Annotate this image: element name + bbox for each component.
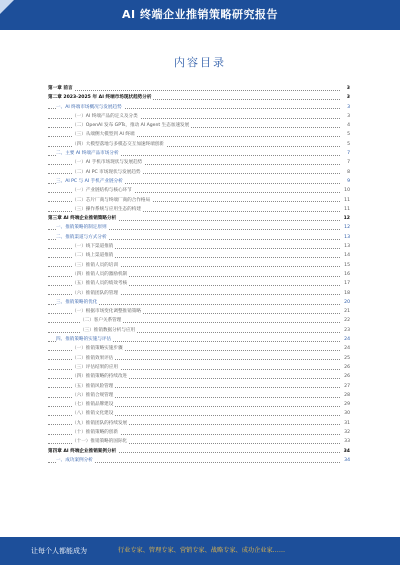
toc-entry[interactable] xyxy=(48,437,350,446)
toc-entry-page: 24 xyxy=(342,344,350,353)
toc-entry-page: 25 xyxy=(342,354,350,363)
toc-entry-title: （十）推销策略的创新 xyxy=(72,429,118,435)
toc-entry-title: 二、主要 AI 终端产品市场分析 xyxy=(56,151,119,157)
footer-slogan: 让每个人都能成为 xyxy=(31,547,87,555)
toc-entry-title: 一、AI 终端市场概况与发展趋势 xyxy=(56,104,122,110)
toc-entry-page: 29 xyxy=(342,400,350,409)
toc-entry-title: （五）推销人员的绩效考核 xyxy=(72,281,128,287)
toc-entry-page: 9 xyxy=(345,177,350,186)
toc-entry-page: 12 xyxy=(342,223,350,232)
toc-entry[interactable] xyxy=(48,242,350,251)
toc-entry-title: 三、推销策略的优化 xyxy=(56,299,98,305)
toc-entry-title: （四）推销人员的激励机制 xyxy=(72,271,128,277)
toc-entry-title: （二）OpenAI 发布 GPTs，推动 AI Agent 生态加速发展 xyxy=(72,123,190,129)
toc-entry-page: 7 xyxy=(345,149,350,158)
toc-entry[interactable] xyxy=(48,298,350,307)
toc-entry-title: （三）推销数据分析与应用 xyxy=(80,327,136,333)
toc-entry[interactable] xyxy=(48,205,350,214)
toc-entry-title: 三、AI PC 与 AI 手机产业链分析 xyxy=(56,178,123,184)
toc-entry-title: （三）操作系统与应用生态的构建 xyxy=(72,206,141,212)
toc-entry-title: （六）推销合规管理 xyxy=(72,392,114,398)
toc-entry-page: 27 xyxy=(342,382,350,391)
toc-entry-page: 3 xyxy=(345,112,350,121)
toc-entry[interactable] xyxy=(48,130,350,139)
table-of-contents xyxy=(48,84,350,506)
toc-entry[interactable] xyxy=(48,186,350,195)
toc-entry-title: （四）推销策略的持续改进 xyxy=(72,374,128,380)
toc-entry-title: 二、推销渠道与方式分析 xyxy=(56,234,107,240)
toc-entry-title: （一）产业链结构与核心环节 xyxy=(72,188,132,194)
toc-entry-page: 10 xyxy=(342,186,350,195)
toc-entry[interactable] xyxy=(48,447,350,456)
toc-leader-dots xyxy=(48,90,340,91)
toc-entry-page: 23 xyxy=(342,326,350,335)
toc-entry-title: 第二章 2023-2025 年 AI 终端市场现状趋势分析 xyxy=(48,95,152,101)
toc-entry[interactable] xyxy=(48,456,350,465)
toc-entry-page: 31 xyxy=(342,419,350,428)
toc-entry-page: 18 xyxy=(342,289,350,298)
toc-entry[interactable] xyxy=(48,391,350,400)
toc-entry-page: 13 xyxy=(342,233,350,242)
toc-entry[interactable] xyxy=(48,112,350,121)
toc-entry-page: 32 xyxy=(342,428,350,437)
toc-entry-title: （一）推销策略实施步骤 xyxy=(72,346,123,352)
toc-entry[interactable] xyxy=(48,307,350,316)
report-title: AI 终端企业推销策略研究报告 xyxy=(122,8,278,21)
toc-entry-page: 21 xyxy=(342,307,350,316)
toc-entry-title: （一）AI 手机市场现状与发展趋势 xyxy=(72,160,143,166)
toc-entry[interactable] xyxy=(48,400,350,409)
toc-entry-page: 26 xyxy=(342,363,350,372)
toc-entry-page: 5 xyxy=(345,140,350,149)
toc-entry-title: （七）推销品牌建设 xyxy=(72,402,114,408)
toc-entry-page: 20 xyxy=(342,298,350,307)
toc-entry-page: 4 xyxy=(345,121,350,130)
toc-entry[interactable] xyxy=(48,223,350,232)
toc-entry-title: 第一章 前言 xyxy=(48,86,73,91)
toc-entry[interactable] xyxy=(48,270,350,279)
toc-entry-page: 13 xyxy=(342,242,350,251)
toc-entry-title: （八）推销文化建设 xyxy=(72,411,114,417)
toc-entry-title: 第四章 AI 终端企业推销案例分析 xyxy=(48,448,117,454)
toc-entry[interactable] xyxy=(48,419,350,428)
toc-entry[interactable] xyxy=(48,344,350,353)
toc-entry-title: （六）推销团队的管理 xyxy=(72,290,118,296)
toc-entry-title: （一）根据市场变化调整推销策略 xyxy=(72,309,141,315)
footer-roles: 行业专家、管理专家、营销专家、战略专家、成功企业家…… xyxy=(118,547,286,554)
toc-entry[interactable] xyxy=(48,279,350,288)
toc-entry-title: 四、推销策略的实施与评估 xyxy=(56,337,112,343)
toc-entry[interactable] xyxy=(48,84,350,93)
toc-entry-page: 7 xyxy=(345,158,350,167)
toc-entry-page: 8 xyxy=(345,168,350,177)
toc-entry-page: 28 xyxy=(342,391,350,400)
toc-entry[interactable] xyxy=(48,335,350,344)
toc-entry-page: 17 xyxy=(342,279,350,288)
toc-entry-page: 34 xyxy=(342,447,350,456)
toc-entry[interactable] xyxy=(48,93,350,102)
toc-entry-title: （三）推销人员的培训 xyxy=(72,262,118,268)
toc-entry-page: 3 xyxy=(345,103,350,112)
toc-entry-page: 11 xyxy=(342,205,350,214)
toc-entry[interactable] xyxy=(48,428,350,437)
toc-entry-title: （十一）推销策略的国际化 xyxy=(72,439,128,445)
toc-entry-page: 5 xyxy=(345,130,350,139)
toc-entry-page: 33 xyxy=(342,437,350,446)
toc-entry[interactable] xyxy=(48,251,350,260)
toc-entry-title: 第三章 AI 终端企业推销策略分析 xyxy=(48,216,117,222)
toc-entry[interactable] xyxy=(48,140,350,149)
toc-entry[interactable] xyxy=(48,326,350,335)
toc-entry-title: （三）评估结果的应用 xyxy=(72,364,118,370)
toc-entry[interactable] xyxy=(48,214,350,223)
toc-entry[interactable] xyxy=(48,261,350,270)
toc-entry[interactable] xyxy=(48,289,350,298)
toc-entry-title: （一）线下渠道推销 xyxy=(72,244,114,250)
toc-heading: 内容目录 xyxy=(174,56,226,69)
toc-entry[interactable] xyxy=(48,149,350,158)
toc-entry[interactable] xyxy=(48,103,350,112)
toc-entry-page: 14 xyxy=(342,251,350,260)
toc-entry-page: 34 xyxy=(342,456,350,465)
toc-entry[interactable] xyxy=(48,382,350,391)
toc-entry-page: 22 xyxy=(342,316,350,325)
toc-entry-page: 30 xyxy=(342,409,350,418)
toc-entry-title: 一、成功案例分析 xyxy=(56,457,93,463)
toc-entry-page: 3 xyxy=(345,93,350,102)
toc-entry-page: 24 xyxy=(342,335,350,344)
toc-entry[interactable] xyxy=(48,316,350,325)
toc-entry[interactable] xyxy=(48,354,350,363)
toc-entry-page: 12 xyxy=(342,214,350,223)
toc-entry-title: （一）AI 终端产品的定义及分类 xyxy=(72,113,138,119)
toc-entry-title: （四）大模型落地与多模态交互加速终端创新 xyxy=(72,141,164,147)
toc-entry[interactable] xyxy=(48,177,350,186)
toc-entry-title: （二）客户关系管理 xyxy=(80,318,122,324)
toc-entry-page: 11 xyxy=(342,196,350,205)
toc-entry-title: 一、推销策略的制定原则 xyxy=(56,225,107,231)
toc-entry-title: （三）从端侧大模型到 AI 终端 xyxy=(72,132,135,138)
toc-entry-title: （二）芯片厂商与终端厂商的合作格局 xyxy=(72,197,151,203)
toc-entry-page: 3 xyxy=(345,84,350,93)
toc-entry[interactable] xyxy=(48,233,350,242)
toc-entry[interactable] xyxy=(48,168,350,177)
toc-entry-title: （二）线上渠道推销 xyxy=(72,253,114,259)
toc-entry-page: 26 xyxy=(342,372,350,381)
toc-entry[interactable] xyxy=(48,158,350,167)
toc-entry-title: （二）推销效果评估 xyxy=(72,355,114,361)
toc-entry-title: （二）AI PC 市场现状与发展趋势 xyxy=(72,169,141,175)
toc-entry-title: （五）推销风险管理 xyxy=(72,383,114,389)
toc-entry[interactable] xyxy=(48,196,350,205)
toc-entry[interactable] xyxy=(48,409,350,418)
toc-entry-title: （九）推销团队的持续发展 xyxy=(72,420,128,426)
toc-entry-page: 15 xyxy=(342,261,350,270)
toc-entry[interactable] xyxy=(48,121,350,130)
toc-entry[interactable] xyxy=(48,372,350,381)
toc-entry-page: 16 xyxy=(342,270,350,279)
toc-entry[interactable] xyxy=(48,363,350,372)
